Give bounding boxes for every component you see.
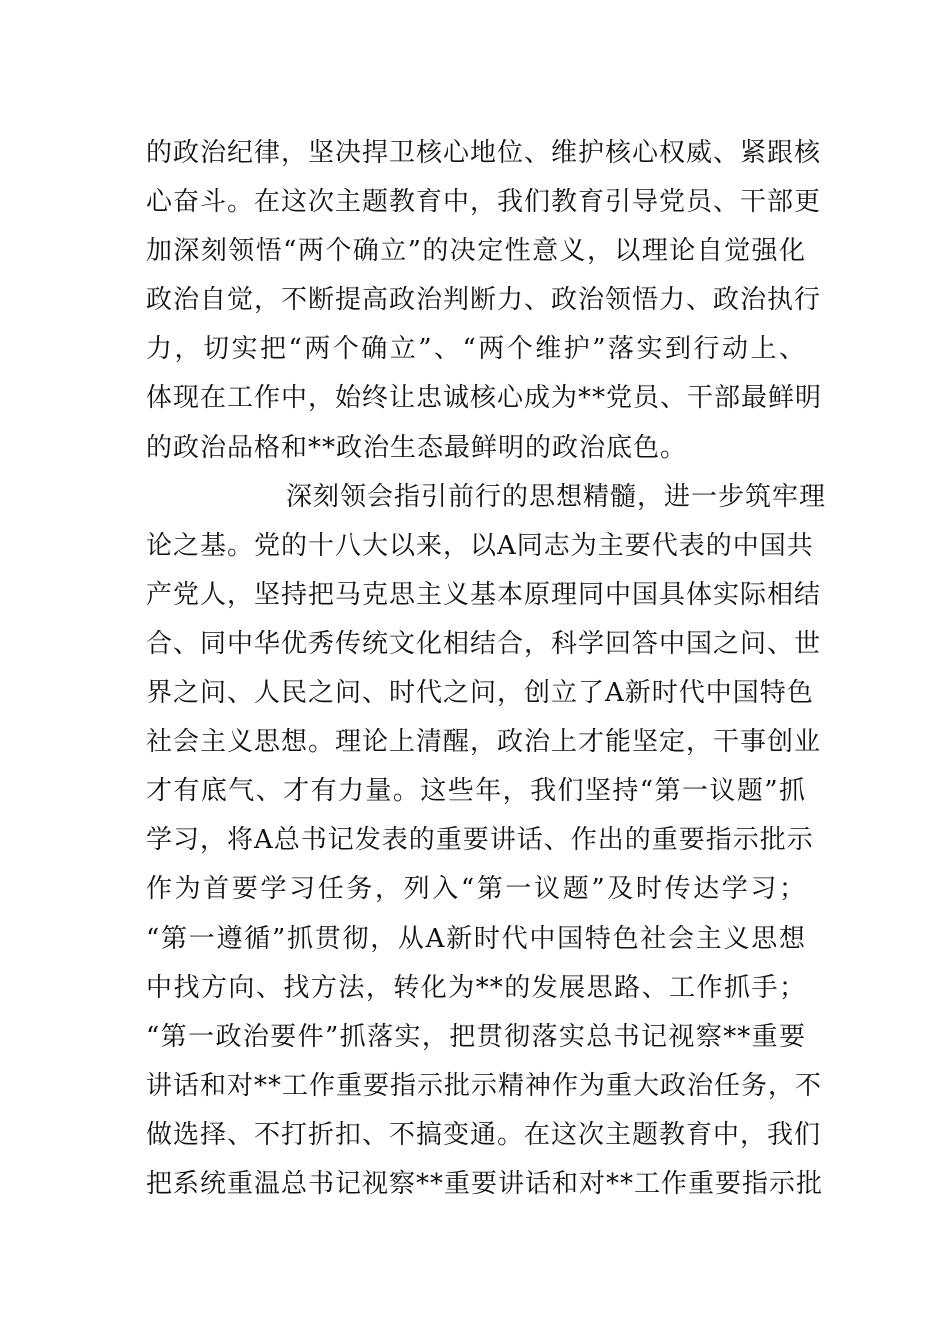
text-line: 论之基。党的十八大以来，以A同志为主要代表的中国共 [146, 530, 814, 561]
text-line: 政治自觉，不断提高政治判断力、政治领悟力、政治执行 [146, 285, 822, 316]
text-line: 做选择、不打折扣、不搞变通。在这次主题教育中，我们 [146, 1119, 822, 1150]
text-line: 心奋斗。在这次主题教育中，我们教育引导党员、干部更 [146, 187, 822, 218]
text-line: 作为首要学习任务，列入“第一议题”及时传达学习； [146, 874, 806, 905]
text-line: 把系统重温总书记视察**重要讲话和对**工作重要指示批 [146, 1168, 824, 1199]
text-line: 体现在工作中，始终让忠诚核心成为**党员、干部最鲜明 [146, 383, 823, 414]
text-line: 力，切实把“两个确立”、“两个维护”落实到行动上、 [146, 334, 806, 365]
text-line: 学习，将A总书记发表的重要讲话、作出的重要指示批示 [146, 825, 814, 856]
text-line: 产党人，坚持把马克思主义基本原理同中国具体实际相结 [146, 579, 822, 610]
text-line: 中找方向、找方法，转化为**的发展思路、工作抓手； [146, 972, 806, 1003]
text-line: 社会主义思想。理论上清醒，政治上才能坚定，干事创业 [146, 727, 822, 758]
text-line: 才有底气、才有力量。这些年，我们坚持“第一议题”抓 [146, 776, 806, 807]
document-body [146, 129, 827, 1209]
text-line: “第一遵循”抓贯彻，从A新时代中国特色社会主义思想 [146, 923, 806, 954]
text-line: 讲话和对**工作重要指示批示精神作为重大政治任务，不 [146, 1070, 823, 1101]
text-line: 的政治品格和**政治生态最鲜明的政治底色。 [146, 432, 688, 463]
text-line: 的政治纪律，坚决捍卫核心地位、维护核心权威、紧跟核 [146, 138, 822, 168]
text-line: 合、同中华优秀传统文化相结合，科学回答中国之问、世 [146, 628, 822, 659]
text-line: 界之问、人民之问、时代之问，创立了A新时代中国特色 [146, 678, 814, 709]
text-line: “第一政治要件”抓落实，把贯彻落实总书记视察**重要 [146, 1021, 806, 1052]
text-line: 加深刻领悟“两个确立”的决定性意义，以理论自觉强化 [146, 236, 806, 267]
paragraph-heading-line: 深刻领会指引前行的思想精髓，进一步筑牢理 [286, 481, 827, 512]
